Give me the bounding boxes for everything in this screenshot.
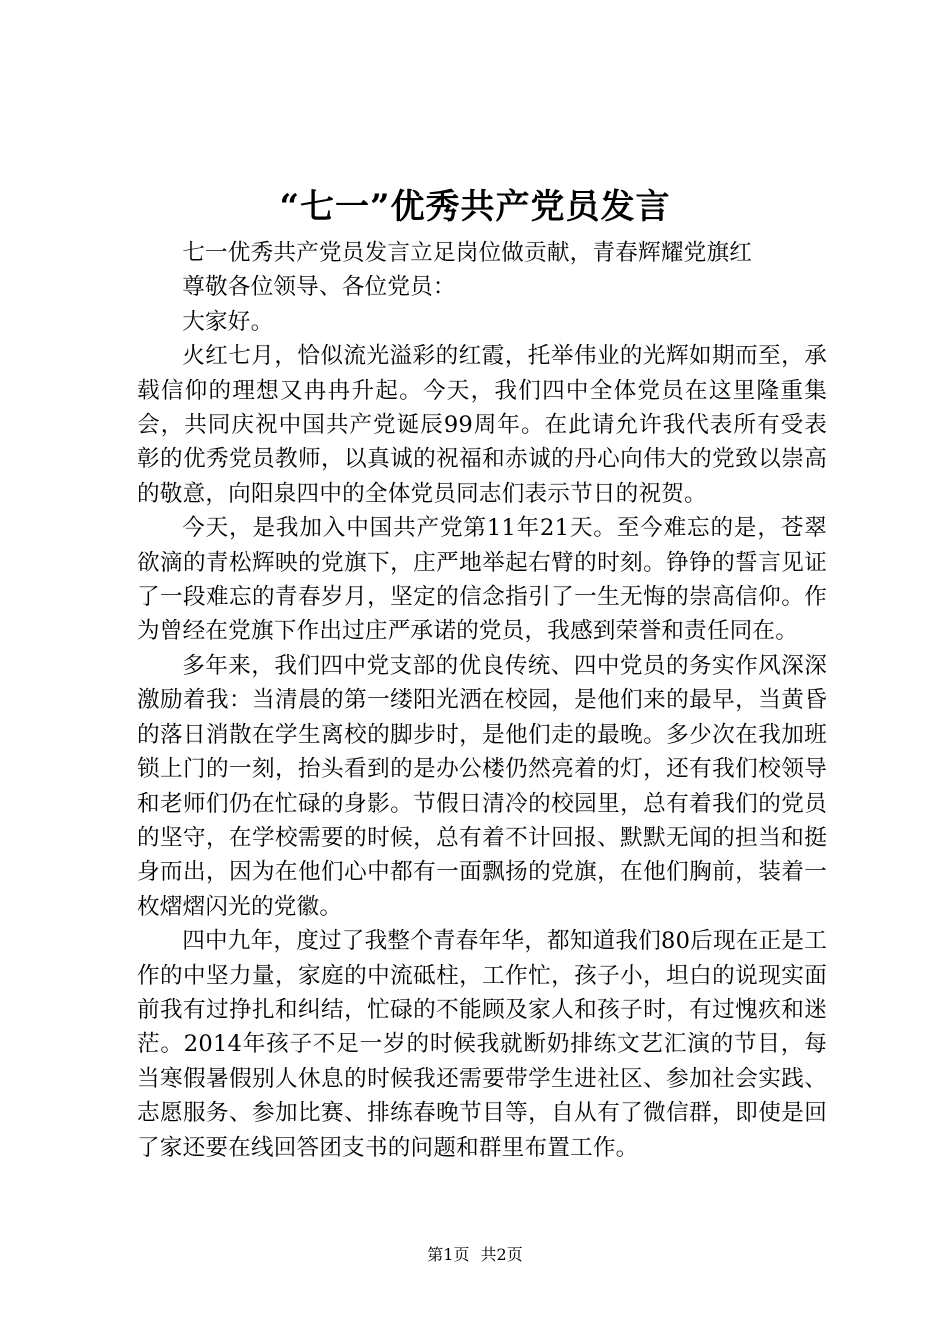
page-number: 第1页 [427, 1245, 470, 1264]
document-body [137, 236, 827, 1165]
paragraph-body: 多年来，我们四中党支部的优良传统、四中党员的务实作风深深激励着我：当清晨的第一缕阳光洒在校园，是他们来的最早，当黄昏的落日消散在学生离校的脚步时，是他们走的最晚。多少次在我加班锁上门的一刻，抬头看到的是办公楼仍然亮着的灯，还有我们校领导和老师们仍在忙碌的身影。节假日清冷的校园里，总有着我们的党员的坚守，在学校需要的时候，总有着不计回报、默默无闻的担当和挺身而出，因为在他们心中都有一面飘扬的党旗，在他们胸前，装着一枚熠熠闪光的党徽。 [137, 652, 827, 920]
paragraph-body: 四中九年，度过了我整个青春年华，都知道我们80后现在正是工作的中坚力量，家庭的中流砥柱，工作忙，孩子小，坦白的说现实面前我有过挣扎和纠结，忙碌的不能顾及家人和孩子时，有过愧疚和迷茫。2014年孩子不足一岁的时候我就断奶排练文艺汇演的节目，每当寒假暑假别人休息的时候我还需要带学生进社区、参加社会实践、志愿服务、参加比赛、排练春晚节目等，自从有了微信群，即使是回了家还要在线回答团支书的问题和群里布置工作。 [137, 928, 827, 1161]
paragraph-greeting: 大家好。 [182, 308, 274, 335]
paragraph-subtitle: 七一优秀共产党员发言立足岗位做贡献，青春辉耀党旗红 [182, 240, 753, 266]
page-footer [0, 1243, 950, 1267]
document-title: “七一”优秀共产党员发言 [279, 187, 671, 227]
paragraph-body: 今天，是我加入中国共产党第11年21天。至今难忘的是，苍翠欲滴的青松辉映的党旗下，庄严地举起右臂的时刻。铮铮的誓言见证了一段难忘的青春岁月，坚定的信念指引了一生无悔的崇高信仰。作为曾经在党旗下作出过庄严承诺的党员，我感到荣誉和责任同在。 [137, 515, 827, 645]
paragraph-body: 火红七月，恰似流光溢彩的红霞，托举伟业的光辉如期而至，承载信仰的理想又冉冉升起。今天，我们四中全体党员在这里隆重集会，共同庆祝中国共产党诞辰99周年。在此请允许我代表所有受表彰的优秀党员教师，以真诚的祝福和赤诚的丹心向伟大的党致以崇高的敬意，向阳泉四中的全体党员同志们表示节日的祝贺。 [137, 343, 827, 507]
page-total: 共2页 [480, 1245, 523, 1264]
paragraph-salutation: 尊敬各位领导、各位党员： [182, 274, 456, 301]
